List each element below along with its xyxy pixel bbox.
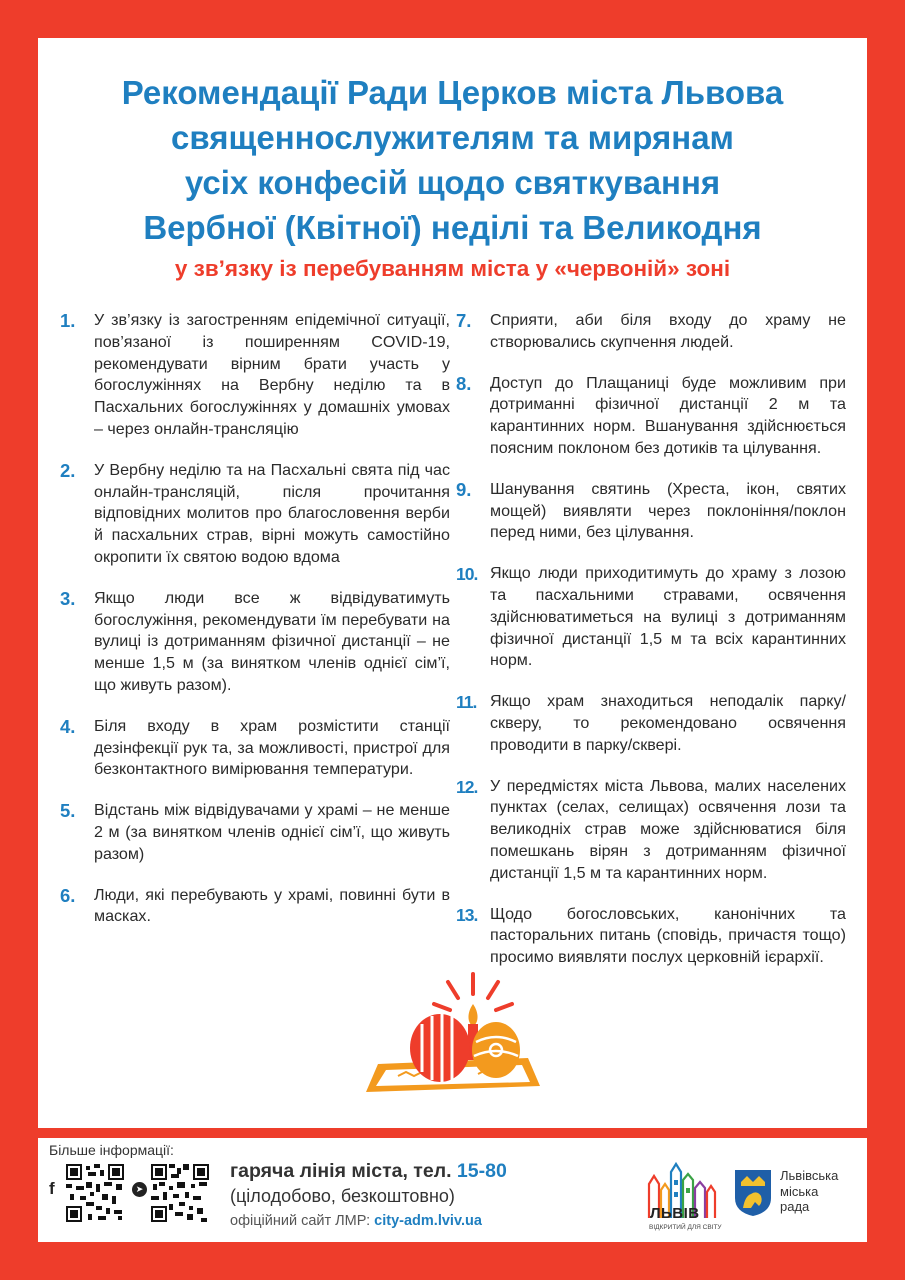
qr-code-telegram-icon[interactable] bbox=[151, 1164, 209, 1222]
poster-title bbox=[38, 70, 867, 250]
item-text: У передмістях міста Львова, малих населених пунктах (селах, селищах) освячення лози та великодніх страв може здійснюватися біля помешкань вірян з дотриманням фізичної дистанції 1,5 м та карантинних норм. bbox=[490, 776, 846, 882]
hotline-line bbox=[230, 1160, 507, 1183]
site-link[interactable]: city-adm.lviv.ua bbox=[374, 1213, 482, 1229]
item-text: Якщо храм знаходиться неподалік парку/скверу, то рекомендовано освячення проводити в парку/сквері. bbox=[490, 692, 846, 754]
recommendation-item bbox=[60, 310, 450, 441]
item-text: Люди, які перебувають у храмі, повинні бути в масках. bbox=[94, 885, 450, 926]
item-number: 1. bbox=[60, 310, 76, 331]
item-number: 6. bbox=[60, 884, 76, 906]
recommendation-item bbox=[456, 776, 846, 885]
qr-code-facebook-icon[interactable] bbox=[66, 1164, 124, 1222]
lviv-logo-word: ЛЬВІВ bbox=[650, 1205, 700, 1222]
recommendations-right-column bbox=[456, 310, 846, 988]
item-number: 12. bbox=[456, 776, 478, 797]
poster-subtitle: у зв’язку із перебуванням міста у «червоній» зоні bbox=[174, 256, 731, 281]
recommendation-item bbox=[60, 885, 450, 929]
item-text: У Вербну неділю та на Пасхальні свята під час онлайн-трансляцій, після прочитання відповідних молитов про благословення верби й пасхальних страв, вірні можуть самостійно окропити їх святою водою вдома bbox=[94, 460, 450, 566]
council-line: рада bbox=[780, 1199, 810, 1214]
item-number: 5. bbox=[60, 800, 76, 822]
lviv-logo-tagline: ВІДКРИТИЙ ДЛЯ СВІТУ bbox=[649, 1224, 722, 1231]
telegram-icon[interactable]: ➤ bbox=[132, 1182, 147, 1197]
city-council-name bbox=[780, 1168, 838, 1215]
official-site-line bbox=[230, 1213, 482, 1229]
item-text: Сприяти, аби біля входу до храму не створювались скупчення людей. bbox=[490, 311, 846, 351]
item-text: Якщо люди приходитимуть до храму з лозою та пасхальними стравами, освячення здійснюватиметься на вулиці з дотриманням фізичної дистанції 1,5 м та всіх карантинних норм. bbox=[490, 564, 846, 670]
easter-candle-logo-icon bbox=[358, 966, 548, 1101]
item-text: Якщо люди все ж відвідуватимуть богослужіння, рекомендувати їм перебувати на вулиці із дотриманням фізичної дистанції – не менше 1,5 м (за винятком членів однієї сім’ї, що живуть разом). bbox=[94, 588, 450, 694]
recommendation-item bbox=[456, 373, 846, 460]
site-label: офіційний сайт ЛМР: bbox=[230, 1213, 375, 1229]
recommendations-left-column bbox=[60, 310, 450, 947]
item-number: 4. bbox=[60, 715, 76, 737]
recommendation-item bbox=[60, 460, 450, 569]
coat-of-arms-icon bbox=[733, 1168, 773, 1218]
more-info-label: Більше інформації: bbox=[49, 1142, 174, 1158]
item-number: 9. bbox=[456, 478, 472, 500]
title-line: священнослужителям та мирянам bbox=[171, 119, 734, 156]
item-text: Доступ до Плащаниці буде можливим при дотриманні фізичної дистанції 2 м та карантинних норм. Вшанування здійснюється поясним поклоном без дотиків та цілування. bbox=[490, 373, 846, 457]
item-text: У зв’язку із загостренням епідемічної ситуації, пов’язаної із поширенням COVID-19, рекомендувати вірним брати участь у богослужіннях на Вербну неділю та в Пасхальних богослужіннях у домашніх умовах – через онлайн-трансляцію bbox=[94, 311, 450, 438]
hotline-note: (цілодобово, безкоштовно) bbox=[230, 1186, 455, 1206]
item-number: 10. bbox=[456, 564, 478, 585]
recommendation-item bbox=[456, 904, 846, 969]
hotline-label: гаряча лінія міста, тел. bbox=[230, 1160, 457, 1182]
item-text: Біля входу в храм розмістити станції дезінфекції рук та, за можливості, пристрої для безконтактного вимірювання температури. bbox=[94, 716, 450, 779]
item-number: 13. bbox=[456, 904, 478, 925]
hotline-phone[interactable]: 15-80 bbox=[456, 1160, 507, 1182]
recommendation-item bbox=[456, 691, 846, 756]
facebook-icon[interactable]: f bbox=[49, 1179, 55, 1198]
recommendation-item bbox=[456, 310, 846, 354]
recommendation-item bbox=[456, 563, 846, 672]
recommendation-item bbox=[60, 800, 450, 865]
item-text: Відстань між відвідувачами у храмі – не менше 2 м (за винятком членів однієї сім’ї, що живуть разом) bbox=[94, 801, 450, 863]
recommendation-item bbox=[456, 479, 846, 544]
item-text: Шанування святинь (Хреста, ікон, святих мощей) виявляти через поклоніння/поклон перед ними, без цілування. bbox=[490, 479, 846, 542]
council-line: Львівська bbox=[780, 1168, 839, 1183]
item-number: 7. bbox=[456, 310, 472, 331]
item-text: Щодо богословських, канонічних та пасторальних питань (сповідь, причастя тощо) просимо виявляти послух церковній ієрархії. bbox=[490, 904, 846, 967]
footer bbox=[38, 1138, 867, 1242]
item-number: 8. bbox=[456, 372, 472, 394]
council-line: міська bbox=[780, 1183, 819, 1199]
poster bbox=[38, 38, 867, 1128]
recommendation-item bbox=[60, 716, 450, 781]
recommendation-item bbox=[60, 588, 450, 697]
item-number: 3. bbox=[60, 587, 76, 609]
title-line: усіх конфесій щодо святкування bbox=[184, 164, 721, 201]
item-number: 11. bbox=[456, 692, 477, 713]
item-number: 2. bbox=[60, 459, 76, 481]
title-line: Вербної (Квітної) неділі та Великодня bbox=[143, 209, 762, 246]
title-line: Рекомендації Ради Церков міста Львова bbox=[121, 74, 784, 111]
